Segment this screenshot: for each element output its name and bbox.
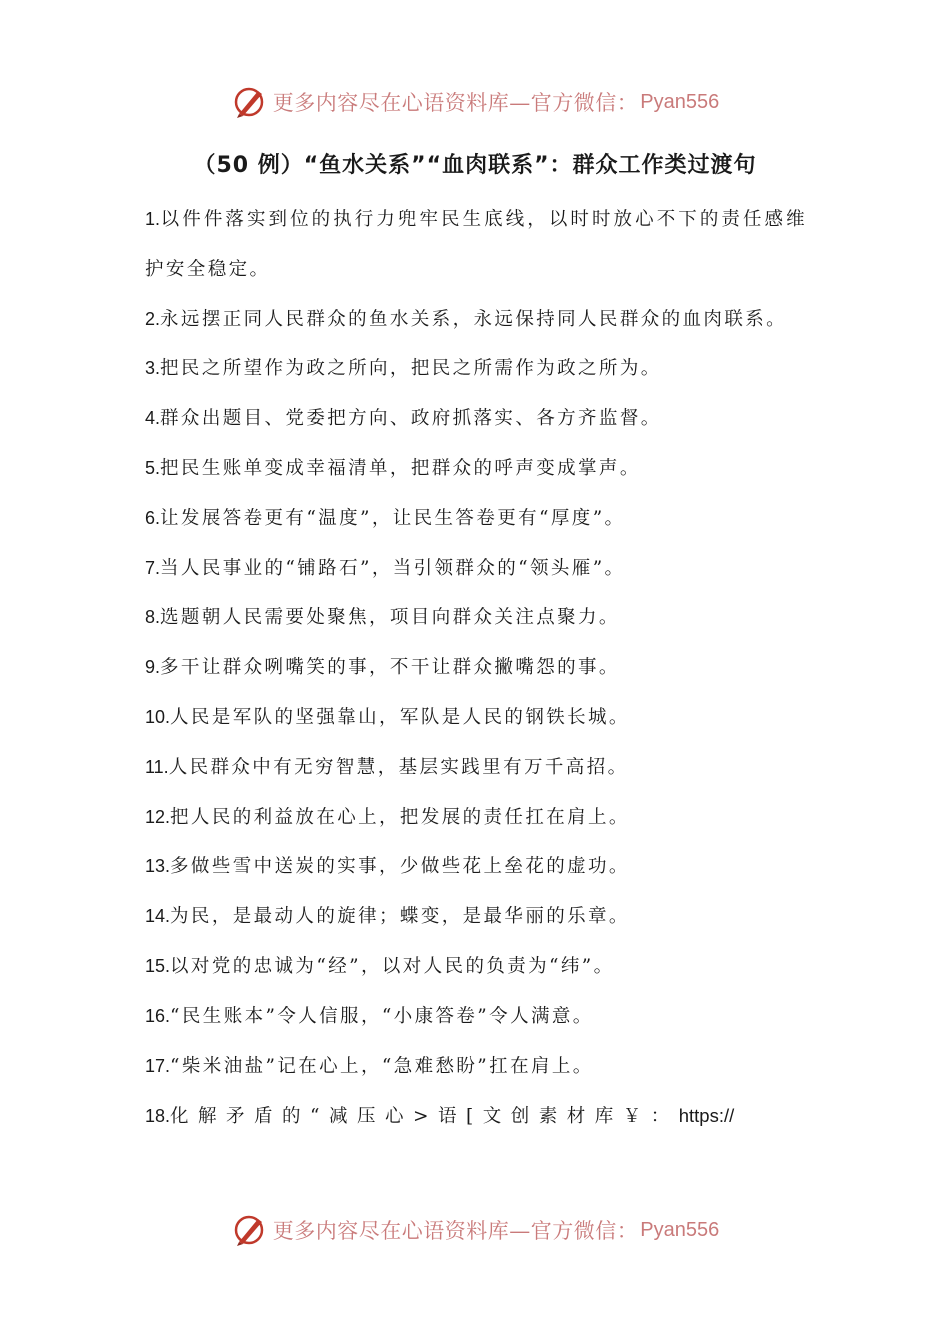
item-number: 14.: [145, 906, 171, 927]
item-number: 8.: [145, 607, 161, 628]
item-text: 把人民的利益放在心上，把发展的责任扛在肩上。: [170, 806, 630, 828]
item-text: 当人民事业的“铺路石”，当引领群众的“领头雁”。: [160, 557, 626, 579]
list-item: [145, 444, 807, 494]
banner-wechat-id: Pyan556: [640, 90, 720, 113]
item-number: 3.: [145, 358, 161, 379]
item-text: “柴米油盐”记在心上，“急难愁盼”扛在肩上。: [170, 1055, 594, 1077]
item-text: 多做些雪中送炭的实事，少做些花上垒花的虚功。: [170, 856, 630, 878]
item-number: 7.: [145, 557, 161, 578]
list-item: [145, 394, 807, 444]
list-item: [145, 494, 807, 544]
list-item: [145, 942, 807, 992]
item-link-fragment: https://: [678, 1105, 735, 1127]
footer-banner: [0, 1208, 950, 1252]
item-number: 2.: [145, 308, 161, 329]
item-text: 把民生账单变成幸福清单，把群众的呼声变成掌声。: [160, 457, 641, 479]
item-number: 9.: [145, 657, 161, 678]
item-number: 4.: [145, 408, 161, 429]
header-banner: [0, 80, 950, 124]
list-item: [145, 693, 807, 743]
list-item: [145, 593, 807, 643]
item-number: 13.: [145, 856, 171, 877]
item-text: 永远摆正同人民群众的鱼水关系，永远保持同人民群众的血肉联系。: [160, 308, 788, 330]
banner-text: 更多内容尽在心语资料库—官方微信：: [272, 1219, 639, 1243]
item-number: 17.: [145, 1055, 171, 1076]
item-text: 为民，是最动人的旋律；蝶变，是最华丽的乐章。: [170, 906, 630, 928]
item-number: 11.: [145, 756, 169, 777]
item-text: 把民之所望作为政之所向，把民之所需作为政之所为。: [160, 358, 662, 380]
item-number: 10.: [145, 706, 171, 727]
item-text: 以对党的忠诚为“经”，以对人民的负责为“纬”。: [170, 955, 615, 977]
item-text: 人民群众中有无穷智慧，基层实践里有万千高招。: [168, 756, 629, 778]
banner-wechat-id: Pyan556: [640, 1218, 720, 1241]
item-number: 12.: [145, 806, 171, 827]
document-title: （50 例）“鱼水关系”“血肉联系”：群众工作类过渡句: [193, 153, 757, 178]
list-item: [145, 643, 807, 693]
item-number: 5.: [145, 457, 161, 478]
document-body: [145, 195, 807, 1142]
item-number: 1.: [145, 209, 161, 229]
list-item: [145, 344, 807, 394]
list-item: [145, 1091, 807, 1142]
list-item: [145, 842, 807, 892]
item-text: 化解矛盾的“减压心>语[文创素材库￥：: [170, 1106, 679, 1128]
list-item: [145, 892, 807, 942]
item-number: 15.: [145, 955, 171, 976]
item-number: 6.: [145, 507, 161, 528]
list-item: [145, 544, 807, 594]
item-text: 多干让群众咧嘴笑的事，不干让群众撇嘴怨的事。: [160, 657, 620, 679]
pen-logo-icon: [231, 1212, 267, 1248]
item-text: 选题朝人民需要处聚焦，项目向群众关注点聚力。: [160, 607, 620, 629]
banner-text: 更多内容尽在心语资料库—官方微信：: [272, 91, 639, 115]
list-item: [145, 793, 807, 843]
list-item: [145, 195, 807, 295]
item-text: 让发展答卷更有“温度”，让民生答卷更有“厚度”。: [160, 507, 626, 529]
list-item: [145, 295, 807, 345]
list-item: [145, 1042, 807, 1092]
item-text: 以件件落实到位的执行力兜牢民生底线，以时时放心不下的责任感维护安全稳定。: [145, 209, 807, 280]
list-item: [145, 992, 807, 1042]
list-item: [145, 743, 807, 793]
pen-logo-icon: [231, 84, 267, 120]
item-text: 群众出题目、党委把方向、政府抓落实、各方齐监督。: [160, 408, 662, 430]
item-text: 人民是军队的坚强靠山，军队是人民的钢铁长城。: [170, 706, 630, 728]
item-number: 16.: [145, 1005, 171, 1026]
item-number: 18.: [145, 1106, 171, 1127]
item-text: “民生账本”令人信服，“小康答卷”令人满意。: [170, 1005, 594, 1027]
